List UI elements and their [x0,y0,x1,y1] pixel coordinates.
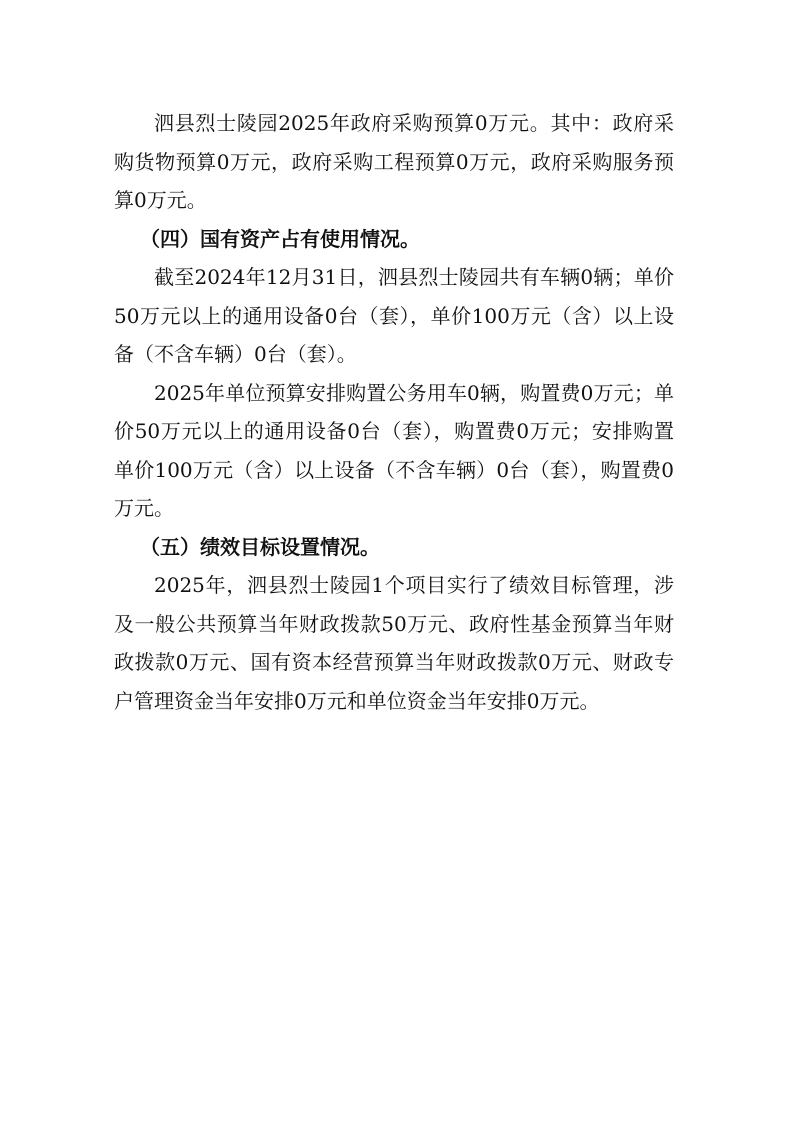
paragraph-procurement-budget: 泗县烈士陵园2025年政府采购预算0万元。其中：政府采购货物预算0万元，政府采购工程预算0万元，政府采购服务预算0万元。 [114,111,674,212]
paragraph-assets-status: 截至2024年12月31日，泗县烈士陵园共有车辆0辆；单价50万元以上的通用设备0台（套），单价100万元（含）以上设备（不含车辆）0台（套）。 [114,265,674,366]
paragraph-performance-management: 2025年，泗县烈士陵园1个项目实行了绩效目标管理，涉及一般公共预算当年财政拨款50万元、政府性基金预算当年财政拨款0万元、国有资本经营预算当年财政拨款0万元、财政专户管理资金当年安排0万元和单位资金当年安排0万元。 [114,573,674,713]
paragraph-purchase-plan: 2025年单位预算安排购置公务用车0辆，购置费0万元；单价50万元以上的通用设备0台（套），购置费0万元；安排购置单价100万元（含）以上设备（不含车辆）0台（套），购置费0万元。 [114,380,674,520]
heading-performance-goals: （五）绩效目标设置情况。 [140,534,380,559]
document-body [114,104,674,720]
heading-state-assets: （四）国有资产占有使用情况。 [140,226,420,251]
